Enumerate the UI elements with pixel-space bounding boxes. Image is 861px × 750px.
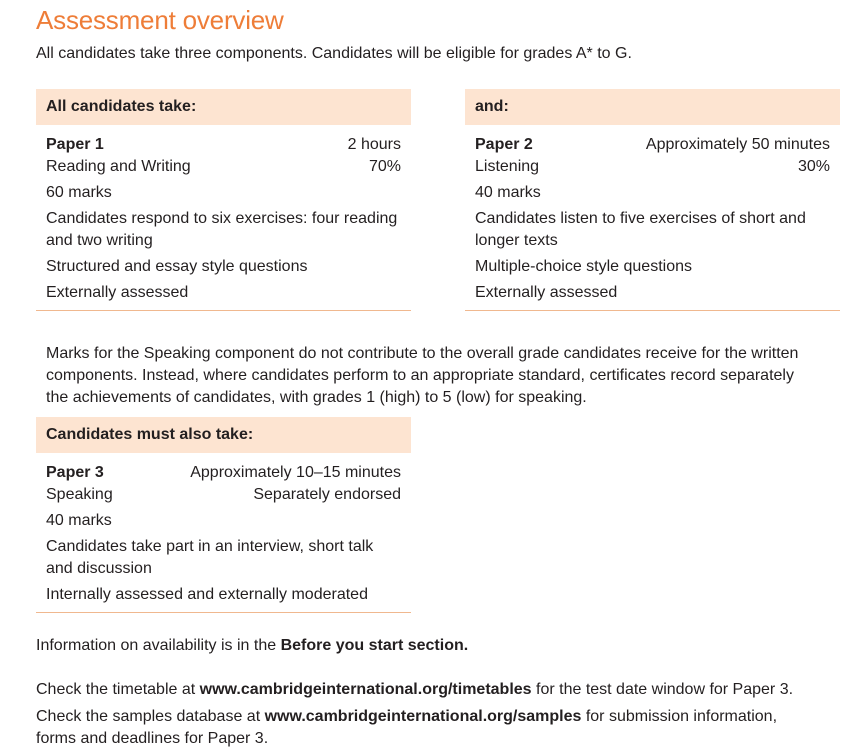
availability-section-ref: Before you start section. <box>280 637 469 654</box>
description <box>475 208 830 252</box>
box-body <box>36 453 411 612</box>
component-row <box>475 156 830 178</box>
weighting: Separately endorsed <box>253 486 401 503</box>
samples-note <box>36 706 777 750</box>
paper-duration: Approximately 50 minutes <box>645 136 830 153</box>
paper-name: Paper 3 <box>46 464 104 481</box>
marks: 40 marks <box>46 512 112 529</box>
description-line-2: and two writing <box>46 232 153 249</box>
paper-name: Paper 2 <box>475 136 533 153</box>
speaking-note-line-3: the achievements of candidates, with grades 1 (high) to 5 (low) for speaking. <box>46 389 587 406</box>
speaking-note <box>46 343 798 409</box>
speaking-note-line-1: Marks for the Speaking component do not contribute to the overall grade candidates receive for the written <box>46 345 799 362</box>
description <box>46 536 401 580</box>
timetable-link[interactable]: www.cambridgeinternational.org/timetables <box>199 681 532 698</box>
samples-prefix: Check the samples database at <box>36 708 265 725</box>
question-style: Multiple-choice style questions <box>475 258 692 275</box>
component-row <box>46 484 401 506</box>
description-line-2: and discussion <box>46 560 152 577</box>
description-line-1: Candidates take part in an interview, short talk <box>46 538 374 555</box>
component-name: Listening <box>475 158 540 175</box>
paper-3-box <box>36 417 411 613</box>
box-header: and: <box>465 89 840 125</box>
weighting: 70% <box>368 158 401 175</box>
paper-name: Paper 1 <box>46 136 104 153</box>
intro-text: All candidates take three components. Candidates will be eligible for grades A* to G. <box>36 45 632 62</box>
page-title: Assessment overview <box>36 5 284 35</box>
samples-suffix: for submission information, <box>581 708 778 725</box>
paper-duration: 2 hours <box>347 136 401 153</box>
box-header: Candidates must also take: <box>36 417 411 453</box>
assessment-type: Internally assessed and externally moderated <box>46 586 368 603</box>
component-row <box>46 156 401 178</box>
marks: 60 marks <box>46 184 112 201</box>
paper-row <box>475 134 830 156</box>
availability-prefix: Information on availability is in the <box>36 637 281 654</box>
marks: 40 marks <box>475 184 541 201</box>
paper-1-box <box>36 89 411 311</box>
question-style: Structured and essay style questions <box>46 258 308 275</box>
paper-row <box>46 134 401 156</box>
description <box>46 208 401 252</box>
paper-2-box <box>465 89 840 311</box>
samples-link[interactable]: www.cambridgeinternational.org/samples <box>264 708 582 725</box>
assessment-type: Externally assessed <box>46 284 189 301</box>
box-body <box>36 125 411 310</box>
samples-line-2: forms and deadlines for Paper 3. <box>36 730 269 747</box>
timetable-note <box>36 679 793 701</box>
box-header: All candidates take: <box>36 89 411 125</box>
timetable-suffix: for the test date window for Paper 3. <box>531 681 794 698</box>
component-name: Reading and Writing <box>46 158 191 175</box>
assessment-type: Externally assessed <box>475 284 618 301</box>
availability-note <box>36 635 468 657</box>
description-line-1: Candidates respond to six exercises: four reading <box>46 210 398 227</box>
description-line-2: longer texts <box>475 232 558 249</box>
paper-row <box>46 462 401 484</box>
paper-duration: Approximately 10–15 minutes <box>190 464 401 481</box>
weighting: 30% <box>797 158 830 175</box>
box-body <box>465 125 840 310</box>
speaking-note-line-2: components. Instead, where candidates perform to an appropriate standard, certificates record separately <box>46 367 794 384</box>
description-line-1: Candidates listen to five exercises of short and <box>475 210 806 227</box>
timetable-prefix: Check the timetable at <box>36 681 200 698</box>
component-name: Speaking <box>46 486 113 503</box>
